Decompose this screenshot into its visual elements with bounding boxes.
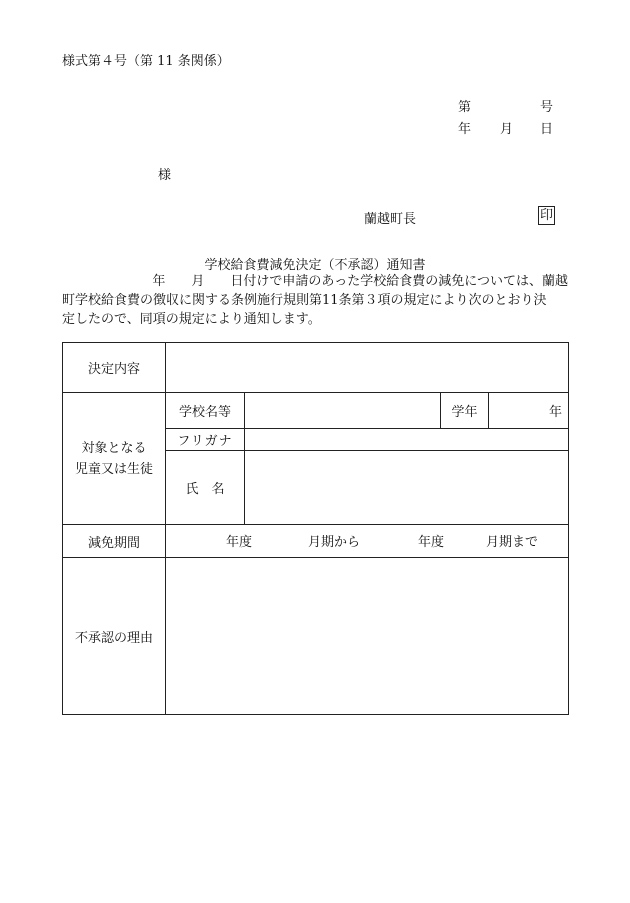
- decision-label: 決定内容: [63, 343, 166, 393]
- issuer-name: 蘭越町長: [364, 212, 417, 227]
- target-student-label: [63, 393, 166, 525]
- period-year-to: 年度: [418, 535, 445, 550]
- decision-field[interactable]: [166, 343, 569, 393]
- furigana-field[interactable]: [245, 429, 569, 451]
- student-name-label: 氏 名: [166, 451, 245, 525]
- school-name-label: 学校名等: [166, 393, 245, 429]
- grade-unit: 年: [548, 405, 562, 420]
- rejection-reason-label: 不承認の理由: [63, 558, 166, 715]
- document-number-suffix: 号: [540, 100, 554, 115]
- exemption-period-label: 減免期間: [63, 525, 166, 558]
- period-month-to: 月期まで: [486, 535, 539, 550]
- rejection-reason-field[interactable]: [166, 558, 569, 715]
- addressee-honorific: 様: [158, 168, 172, 183]
- document-number-label: 第: [458, 100, 472, 115]
- grade-label: 学年: [441, 393, 489, 429]
- grade-field[interactable]: [489, 393, 569, 429]
- document-title: 学校給食費減免決定（不承認）通知書: [204, 258, 426, 273]
- date-month-label: 月: [500, 122, 514, 137]
- body-paragraph: [62, 272, 568, 329]
- student-name-field[interactable]: [245, 451, 569, 525]
- target-label-line-2: 児童又は生徒: [74, 461, 153, 477]
- date-day-label: 日: [540, 122, 554, 137]
- form-number: 様式第４号（第 11 条関係）: [62, 54, 230, 69]
- body-line-2: 町学校給食費の徴収に関する条例施行規則第11条第３項の規定により次のとおり決: [62, 293, 547, 308]
- seal-stamp: 印: [540, 208, 554, 223]
- exemption-period-field[interactable]: [166, 525, 569, 558]
- form-table: [62, 342, 569, 715]
- target-label-line-1: 対象となる: [81, 440, 147, 456]
- body-line-3: 定したので、同項の規定により通知します。: [62, 312, 321, 327]
- date-year-label: 年: [458, 122, 472, 137]
- period-month-from: 月期から: [308, 535, 361, 550]
- school-name-field[interactable]: [245, 393, 441, 429]
- period-year-from: 年度: [226, 535, 253, 550]
- furigana-label: フリガナ: [166, 429, 245, 451]
- body-line-1: 年 月 日付けで申請のあった学校給食費の減免については、蘭越: [152, 274, 568, 289]
